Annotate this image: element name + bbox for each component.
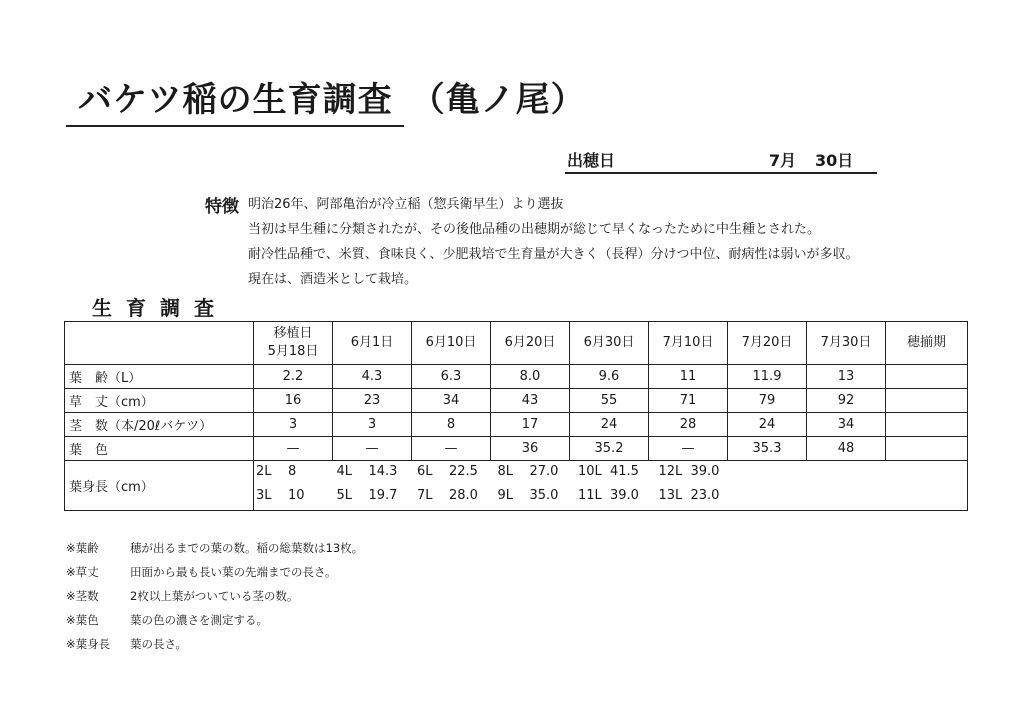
table-cell — [728, 365, 807, 389]
header-date-cell — [649, 321, 728, 365]
note-line — [66, 564, 337, 580]
table-cell — [412, 437, 491, 461]
header-date-cell — [333, 321, 412, 365]
table-cell-text: 2.2 — [282, 369, 304, 384]
page-title: バケツ稲の生育調査 （亀ノ尾） — [78, 80, 586, 120]
row-label-text: 葉 齢（L） — [69, 371, 142, 386]
row-label-text: 葉 色 — [69, 443, 109, 458]
table-cell-text: 43 — [521, 393, 539, 408]
leaf-number: 10L — [578, 464, 602, 479]
note-line — [66, 540, 363, 556]
table-cell-text: 11 — [679, 369, 697, 384]
section-title: 生育調査 — [92, 296, 228, 320]
leaf-length-value: 10 — [288, 488, 305, 503]
table-cell — [570, 389, 649, 413]
table-cell-text: 34 — [837, 417, 855, 432]
leaf-number: 13L — [658, 488, 683, 503]
header-date-cell-text: 5月18日 — [267, 343, 319, 359]
table-cell — [886, 437, 968, 461]
table-cell — [649, 437, 728, 461]
table-cell-text: 17 — [521, 417, 539, 432]
table-cell — [491, 413, 570, 437]
note-key: ※草丈 — [66, 565, 99, 579]
table-cell — [807, 413, 886, 437]
header-corner-cell — [64, 321, 254, 365]
table-cell — [807, 389, 886, 413]
note-key: ※葉齢 — [66, 541, 99, 555]
row-label-leaf-length-text: 葉身長（cm） — [69, 480, 154, 495]
table-cell-text: — — [681, 441, 695, 456]
table-cell — [649, 365, 728, 389]
table-cell — [728, 437, 807, 461]
feature-line: 耐冷性品種で、米質、食味良く、少肥栽培で生育量が大きく（長稈）分けつ中位、耐病性は弱いが多収。 — [248, 247, 859, 262]
note-text: 穂が出るまでの葉の数。稲の総葉数は13枚。 — [130, 541, 364, 555]
feature-line: 明治26年、阿部亀治が冷立稲（惣兵衛早生）より選抜 — [248, 197, 564, 212]
table-cell-text: 13 — [837, 369, 855, 384]
table-cell-text: 34 — [442, 393, 460, 408]
table-cell-text: 11.9 — [752, 369, 782, 384]
heading-day: 30日 — [815, 151, 854, 170]
note-text: 2枚以上葉がついている茎の数。 — [130, 589, 299, 603]
table-cell-text: 9.6 — [598, 369, 620, 384]
header-date-cell-text: 7月10日 — [662, 334, 714, 350]
heading-month: 7月 — [769, 151, 797, 170]
row-label — [64, 389, 254, 413]
table-cell — [886, 389, 968, 413]
leaf-length-value: 14.3 — [368, 464, 398, 479]
leaf-length-value: 41.5 — [610, 464, 639, 479]
table-cell-text: 79 — [758, 393, 776, 408]
leaf-length-value: 8 — [288, 464, 297, 479]
leaf-length-value: 27.0 — [529, 464, 559, 479]
table-cell-text: 35.3 — [752, 441, 782, 456]
table-cell — [886, 365, 968, 389]
table-cell — [649, 389, 728, 413]
header-date-cell — [886, 321, 968, 365]
table-cell — [807, 437, 886, 461]
leaf-length-value: 35.0 — [529, 488, 559, 503]
heading-underline — [565, 172, 877, 174]
header-date-cell-text: 7月20日 — [741, 334, 793, 350]
note-text: 田面から最も長い葉の先端までの長さ。 — [130, 565, 337, 579]
leaf-number: 2L — [256, 464, 272, 479]
table-cell — [491, 437, 570, 461]
header-date-cell — [254, 321, 333, 365]
table-cell-text: 3 — [367, 417, 377, 432]
table-cell — [491, 389, 570, 413]
heading-date-row — [565, 148, 877, 172]
header-date-cell-text: 穂揃期 — [906, 334, 946, 350]
table-cell-text: 48 — [837, 441, 855, 456]
table-cell — [333, 389, 412, 413]
leaf-length-value: 23.0 — [690, 488, 720, 503]
table-cell — [649, 413, 728, 437]
table-cell-text: 8 — [446, 417, 456, 432]
leaf-length-value: 28.0 — [449, 488, 478, 503]
table-cell — [886, 413, 968, 437]
header-date-cell — [570, 321, 649, 365]
table-cell — [412, 389, 491, 413]
row-label — [64, 365, 254, 389]
header-date-cell — [728, 321, 807, 365]
table-cell-text: 16 — [284, 393, 302, 408]
table-cell — [728, 389, 807, 413]
table-cell — [570, 437, 649, 461]
leaf-number: 9L — [497, 488, 514, 503]
growth-survey-table — [64, 321, 968, 511]
row-label — [64, 437, 254, 461]
header-date-cell-text: 6月1日 — [350, 334, 394, 350]
table-cell — [254, 389, 333, 413]
table-cell-text: 3 — [288, 417, 298, 432]
leaf-number: 4L — [336, 464, 353, 479]
row-label-text: 草 丈（cm） — [69, 395, 154, 410]
leaf-number: 7L — [417, 488, 433, 503]
table-cell-text: — — [286, 441, 300, 456]
table-cell-text: 4.3 — [361, 369, 383, 384]
table-cell-text: 8.0 — [519, 369, 541, 384]
leaf-number: 5L — [336, 488, 353, 503]
table-cell-text: 36 — [521, 441, 539, 456]
leaf-number: 6L — [417, 464, 433, 479]
leaf-number: 11L — [578, 488, 602, 503]
table-cell-text: 24 — [758, 417, 776, 432]
title-underline — [66, 125, 404, 127]
leaf-length-value: 39.0 — [610, 488, 639, 503]
table-cell-text: 23 — [363, 393, 381, 408]
table-cell — [570, 365, 649, 389]
table-cell — [807, 365, 886, 389]
table-cell — [254, 365, 333, 389]
note-key: ※葉色 — [66, 613, 99, 627]
note-text: 葉の長さ。 — [130, 637, 188, 651]
table-cell-text: 24 — [600, 417, 618, 432]
table-cell-text: 92 — [837, 393, 855, 408]
features-label: 特徴 — [205, 197, 239, 217]
header-date-cell-text: 移植日 — [273, 325, 313, 341]
leaf-number: 8L — [497, 464, 514, 479]
note-key: ※茎数 — [66, 589, 99, 603]
header-date-cell — [412, 321, 491, 365]
table-cell-text: — — [365, 441, 379, 456]
note-line — [66, 636, 187, 652]
feature-line: 現在は、酒造米として栽培。 — [248, 272, 418, 287]
table-cell-text: — — [444, 441, 458, 456]
heading-date-label: 出穂日 — [567, 151, 616, 170]
leaf-length-value: 22.5 — [449, 464, 478, 479]
row-label-leaf-length — [64, 461, 254, 511]
note-text: 葉の色の濃さを測定する。 — [130, 613, 268, 627]
table-cell — [570, 413, 649, 437]
table-cell — [728, 413, 807, 437]
table-cell-text: 55 — [600, 393, 618, 408]
header-date-cell-text: 6月10日 — [425, 334, 477, 350]
table-cell — [254, 437, 333, 461]
header-date-cell — [491, 321, 570, 365]
header-date-cell — [807, 321, 886, 365]
table-cell-text: 28 — [679, 417, 697, 432]
note-key: ※葉身長 — [66, 637, 111, 651]
table-cell-text: 6.3 — [440, 369, 462, 384]
leaf-length-value: 19.7 — [368, 488, 398, 503]
table-cell-text: 35.2 — [594, 441, 624, 456]
row-label-text: 茎 数（本/20ℓバケツ） — [69, 419, 213, 434]
table-cell — [491, 365, 570, 389]
leaf-number: 3L — [256, 488, 272, 503]
table-cell — [333, 413, 412, 437]
leaf-length-value: 39.0 — [690, 464, 720, 479]
table-cell-text: 71 — [679, 393, 697, 408]
table-cell — [333, 365, 412, 389]
table-cell — [333, 437, 412, 461]
note-line — [66, 612, 268, 628]
note-line — [66, 588, 298, 604]
header-date-cell-text: 7月30日 — [820, 334, 872, 350]
row-label — [64, 413, 254, 437]
table-cell — [412, 413, 491, 437]
table-cell — [412, 365, 491, 389]
leaf-number: 12L — [658, 464, 683, 479]
table-cell — [254, 413, 333, 437]
feature-line: 当初は早生種に分類されたが、その後他品種の出穂期が総じて早くなったために中生種とされた。 — [248, 222, 821, 237]
header-date-cell-text: 6月30日 — [583, 334, 635, 350]
header-date-cell-text: 6月20日 — [504, 334, 556, 350]
